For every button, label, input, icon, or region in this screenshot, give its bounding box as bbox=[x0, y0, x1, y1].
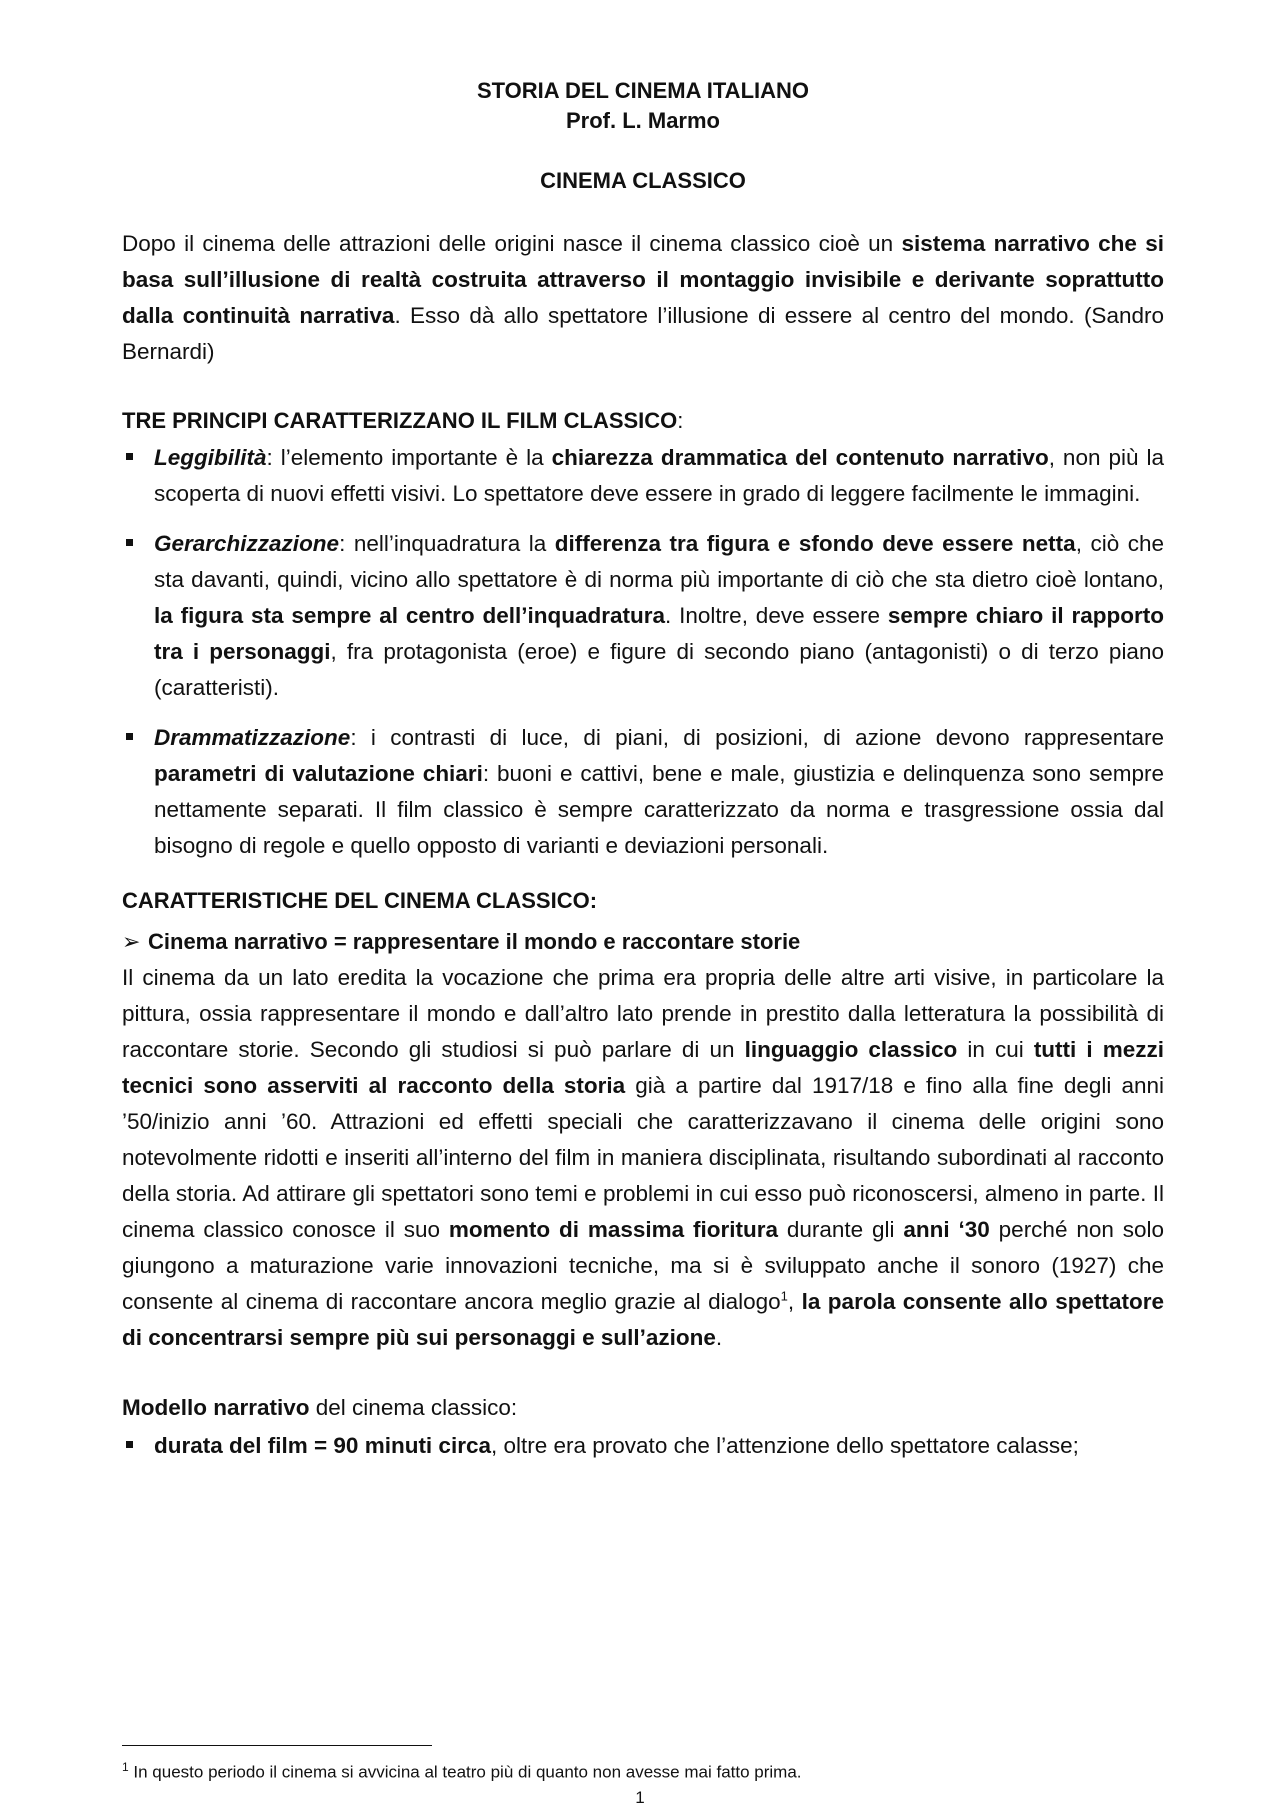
intro-text-1: Dopo il cinema delle attrazioni delle origini nasce il cinema classico cioè un bbox=[122, 231, 902, 256]
arrow-bullet-icon: ➢ bbox=[122, 929, 141, 954]
para-text: già a partire dal 1917/18 e fino alla fine degli anni ’50/inizio anni ’60. Attrazioni ed effetti speciali che caratterizzavano il cinema delle origini sono notevolmente ridotti e inseriti all’interno del film in maniera disciplinata, risultando subordinati al racconto della storia. Ad attirare gli spettatori sono temi e problemi in cui esso può riconoscersi, almeno in parte. Il cinema classico conosce il suo bbox=[122, 1073, 1164, 1242]
model-bold: Modello narrativo bbox=[122, 1395, 310, 1420]
principles-heading bbox=[122, 404, 1164, 438]
characteristics-section bbox=[122, 884, 1164, 1356]
para-text: . bbox=[715, 1325, 723, 1350]
principle-term: Leggibilità bbox=[154, 445, 267, 470]
square-bullet-icon bbox=[126, 733, 133, 740]
para-text: Il cinema da un lato eredita la vocazione che prima era propria delle altre arti visive, in particolare la pittura, ossia rappresentare il mondo e dall’altro lato prende in prestito dalla letteratura la possibilità di raccontare storie. Secondo gli studiosi si può parlare di un bbox=[122, 965, 1164, 1062]
footnote-divider bbox=[122, 1745, 432, 1746]
characteristics-heading: CARATTERISTICHE DEL CINEMA CLASSICO: bbox=[122, 888, 598, 913]
model-item bbox=[122, 1428, 1164, 1464]
principle-bold: la figura sta sempre al centro dell’inquadratura bbox=[154, 603, 666, 628]
model-text: del cinema classico: bbox=[309, 1395, 518, 1420]
principle-term: Drammatizzazione bbox=[154, 725, 351, 750]
principle-bold: parametri di valutazione chiari bbox=[154, 761, 483, 786]
intro-text-2: . Esso dà allo spettatore l’illusione di essere al centro del mondo. (Sandro Bernardi) bbox=[122, 303, 1164, 364]
para-bold: la parola consente allo spettatore di concentrarsi sempre più sui personaggi e sull’azione bbox=[122, 1289, 1164, 1350]
footnote bbox=[122, 1756, 802, 1784]
principle-bold: differenza tra figura e sfondo deve essere netta bbox=[554, 531, 1076, 556]
professor-name: Prof. L. Marmo bbox=[565, 108, 720, 133]
document-page bbox=[122, 76, 1164, 1478]
section-title: CINEMA CLASSICO bbox=[540, 168, 746, 193]
principle-item bbox=[122, 720, 1164, 864]
para-text: perché non solo giungono a maturazione varie innovazioni tecniche, ma si è sviluppato anche il sonoro (1927) che consente al cinema di raccontare ancora meglio grazie al dialogo bbox=[122, 1217, 1164, 1314]
principle-text: : l’elemento importante è la bbox=[266, 445, 552, 470]
principle-text: , ciò che sta davanti, quindi, vicino allo spettatore è di norma più importante di ciò che sta dietro cioè lontano, bbox=[154, 531, 1164, 592]
principle-text: : nell’inquadratura la bbox=[339, 531, 555, 556]
principle-bold: sempre chiaro il rapporto tra i personaggi bbox=[154, 603, 1164, 664]
principle-text: : buoni e cattivi, bene e male, giustizia e delinquenza sono sempre nettamente separati. Il film classico è sempre caratterizzato da norma e trasgressione ossia dal bisogno di regole e quello opposto di varianti e deviazioni personali. bbox=[154, 761, 1165, 858]
square-bullet-icon bbox=[126, 453, 133, 460]
principle-text: , fra protagonista (eroe) e figure di secondo piano (antagonisti) o di terzo piano (caratteristi). bbox=[154, 639, 1164, 700]
principles-section bbox=[122, 404, 1164, 864]
principle-item bbox=[122, 526, 1164, 706]
principle-text: : i contrasti di luce, di piani, di posizioni, di azione devono rappresentare bbox=[350, 725, 1164, 750]
title-block bbox=[122, 76, 1164, 196]
page-number: 1 bbox=[635, 1788, 645, 1807]
para-bold: linguaggio classico bbox=[744, 1037, 958, 1062]
model-section bbox=[122, 1390, 1164, 1464]
model-intro bbox=[122, 1390, 1164, 1426]
footnote-text: In questo periodo il cinema si avvicina al teatro più di quanto non avesse mai fatto prima. bbox=[128, 1762, 802, 1782]
principles-list bbox=[122, 440, 1164, 864]
para-text: in cui bbox=[957, 1037, 1034, 1062]
course-title: STORIA DEL CINEMA ITALIANO bbox=[476, 78, 810, 103]
principle-bold: chiarezza drammatica del contenuto narrativo bbox=[551, 445, 1049, 470]
para-bold: anni ‘30 bbox=[903, 1217, 990, 1242]
principle-term: Gerarchizzazione bbox=[154, 531, 340, 556]
para-bold: momento di massima fioritura bbox=[448, 1217, 779, 1242]
subheading-text: Cinema narrativo = rappresentare il mondo e raccontare storie bbox=[148, 929, 801, 954]
square-bullet-icon bbox=[126, 1441, 133, 1448]
narrative-cinema-subheading bbox=[122, 924, 1164, 960]
para-text: durante gli bbox=[778, 1217, 904, 1242]
characteristics-paragraph bbox=[122, 960, 1164, 1356]
para-bold: tutti i mezzi tecnici sono asserviti al racconto della storia bbox=[122, 1037, 1165, 1098]
principle-item bbox=[122, 440, 1164, 512]
principles-heading-colon: : bbox=[677, 408, 684, 433]
principles-heading-text: TRE PRINCIPI CARATTERIZZANO IL FILM CLASSICO bbox=[122, 408, 678, 433]
footnote-mark: 1 bbox=[122, 1760, 129, 1774]
intro-paragraph bbox=[122, 226, 1164, 370]
intro-bold-1: sistema narrativo che si basa sull’illusione di realtà costruita attraverso il montaggio invisibile e derivante soprattutto dalla continuità narrativa bbox=[122, 231, 1164, 328]
model-item-bold: durata del film = 90 minuti circa bbox=[154, 1433, 491, 1458]
footnote-reference[interactable]: 1 bbox=[780, 1288, 788, 1304]
para-text: , bbox=[787, 1289, 802, 1314]
principle-text: . Inoltre, deve essere bbox=[665, 603, 888, 628]
principle-text: , non più la scoperta di nuovi effetti visivi. Lo spettatore deve essere in grado di leggere facilmente le immagini. bbox=[154, 445, 1164, 506]
square-bullet-icon bbox=[126, 539, 133, 546]
model-item-text: , oltre era provato che l’attenzione dello spettatore calasse; bbox=[490, 1433, 1079, 1458]
model-list bbox=[122, 1428, 1164, 1464]
